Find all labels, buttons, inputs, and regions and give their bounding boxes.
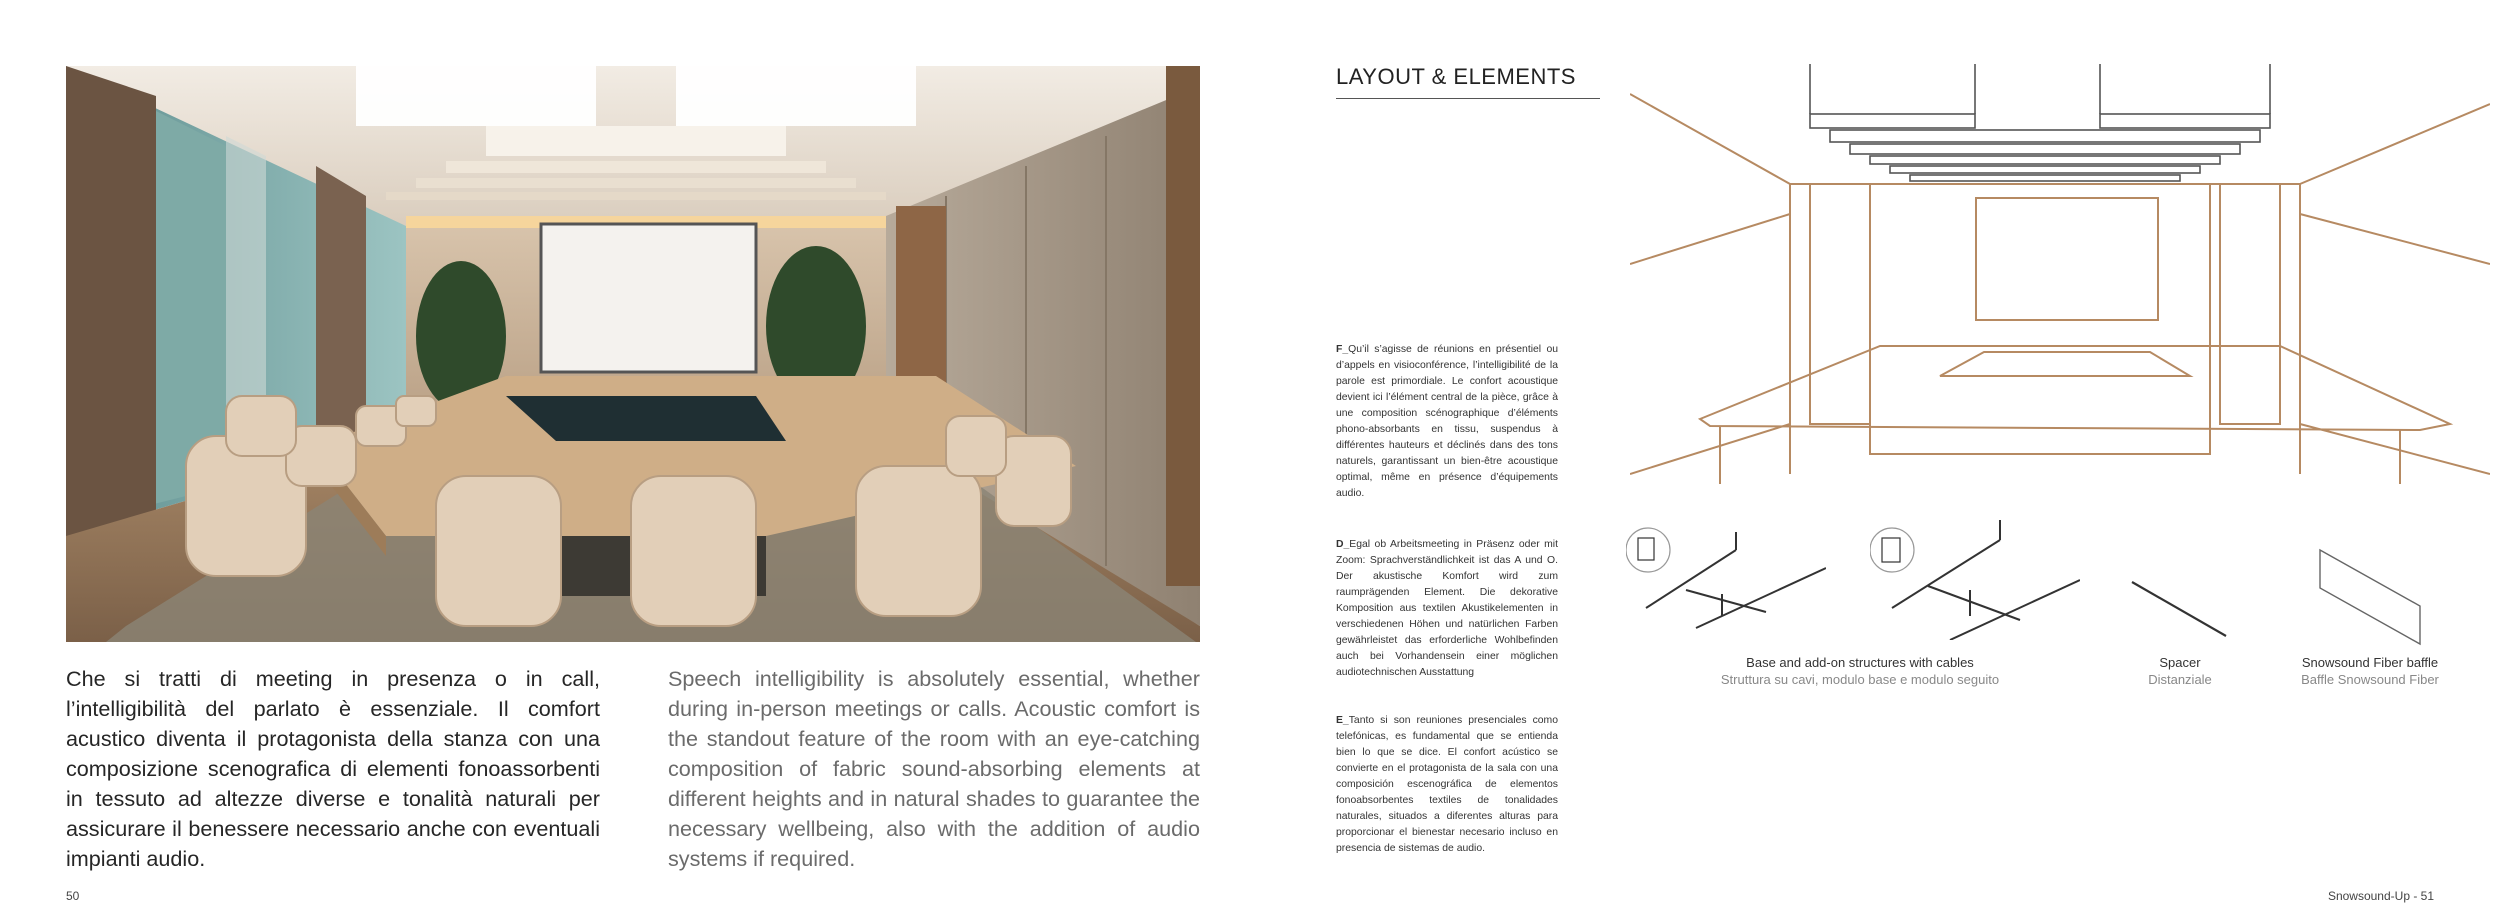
- baffle-icon: [2318, 548, 2422, 653]
- caption-title: Spacer: [2159, 655, 2201, 670]
- english-body-text: Speech intelligibility is absolutely essential, whether during in-person meetings or calls. Acoustic comfort is the standout feature of the room with an eye-catching composition of fabric sound-absorbing elements at different heights and in natural shades to guarantee the necessary wellbeing, also with the addition of audio systems if required.: [668, 666, 1200, 871]
- italian-body-text: Che si tratti di meeting in presenza o in call, l’intelligibilità del parlato è essenziale. Il comfort acustico diventa il protagonista della stanza con una composizione scenografica di elementi fonoassorbenti in tessuto ad altezze diverse e tonalità naturali per assicurare il benessere necessario anche con eventuali impianti audio.: [66, 666, 600, 871]
- heading-rule: [1336, 98, 1600, 99]
- caption-base-structures: [1690, 654, 2030, 688]
- meeting-room-photo: [66, 66, 1200, 642]
- page-number-left: 50: [66, 889, 80, 903]
- section-heading: LAYOUT & ELEMENTS: [1336, 64, 1576, 89]
- spacer-icon: [2130, 580, 2230, 645]
- caption-subtitle: Baffle Snowsound Fiber: [2301, 672, 2439, 687]
- caption-title: Base and add-on structures with cables: [1746, 655, 1974, 670]
- paragraph-text: Tanto si son reuniones presenciales como telefónicas, es fundamental que se entienda bien lo que se dice. El confort acústico se convierte en el protagonista de la sala con una composición escenográfica de elementos fonoabsorbentes textiles de tonalidades naturales, situados a diferentes alturas para proporcionar el bienestar necesario incluso en presencia de sistemas de audio.: [1336, 715, 1558, 854]
- base-module-icon: [1626, 520, 1826, 645]
- paragraph-text: Qu’il s’agisse de réunions en présentiel ou d’appels en visioconférence, l’intelligibilité de la parole est primordiale. Le confort acoustique devient ici l’élément central de la pièce, grâce à une composition scénographique d’éléments phono-absorbants en tissu, suspendus à différentes hauteurs et déclinés dans des tons naturels, garantissant un bien-être acoustique optimal, même en présence d’équipements audio.: [1336, 344, 1558, 499]
- caption-subtitle: Distanziale: [2148, 672, 2212, 687]
- addon-module-icon: [1870, 520, 2080, 645]
- caption-spacer: [2120, 654, 2240, 688]
- paragraph-lead: D_: [1336, 539, 1350, 550]
- caption-subtitle: Struttura su cavi, modulo base e modulo seguito: [1720, 672, 2000, 687]
- caption-title: Snowsound Fiber baffle: [2301, 655, 2439, 670]
- paragraph-german: [1336, 537, 1558, 681]
- paragraph-text: Egal ob Arbeitsmeeting in Präsenz oder mit Zoom: Sprachverständlichkeit ist das A und O. Der akustische Komfort wird zum raumprägenden Element. Die dekorative Komposition aus textilen Akustikelementen in verschiedenen Höhen und natürlichen Farben gewährleistet das erforderliche Wohlbefinden auch bei Vorhandensein einer möglichen audiotechnischen Ausstattung: [1336, 539, 1558, 678]
- paragraph-lead: E_: [1336, 715, 1349, 726]
- page-number-right: Snowsound-Up - 51: [2327, 889, 2434, 903]
- paragraph-french: [1336, 342, 1558, 502]
- paragraph-lead: F_: [1336, 344, 1349, 355]
- room-line-drawing: [1630, 64, 2490, 509]
- caption-baffle: [2270, 654, 2470, 688]
- paragraph-spanish: [1336, 713, 1558, 857]
